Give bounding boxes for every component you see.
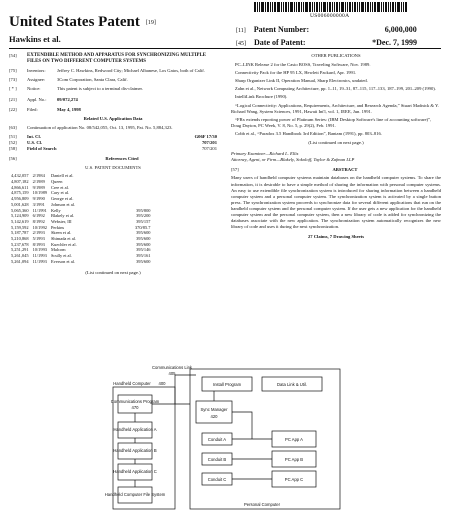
ref-number: 4,866,611	[11, 184, 29, 190]
ref-name: Cree et al.	[50, 184, 69, 190]
pc-app-c-label: PC App C	[284, 477, 304, 482]
barcode-bar	[323, 2, 326, 12]
ref-name: George et al.	[50, 196, 74, 202]
publications-list	[231, 62, 441, 137]
barcode-bar	[395, 2, 396, 12]
ref-class: 395/600	[136, 230, 151, 236]
barcode-bar	[267, 2, 269, 12]
ref-number: 4,956,809	[11, 196, 29, 202]
patent-number-line	[236, 25, 417, 34]
field: 707/201	[201, 146, 217, 152]
ref-class: 395/157	[136, 218, 151, 224]
uscl: 707/201	[201, 139, 217, 145]
barcode-bar	[319, 2, 320, 12]
patent-number-label: Patent Number:	[253, 25, 310, 34]
ref-class: 395/146	[136, 247, 151, 253]
pc-app-b-label: PC App B	[284, 457, 304, 462]
ref-date: 5/1993	[32, 236, 45, 242]
refs-field	[9, 156, 217, 162]
reference-row	[9, 259, 152, 265]
ref-number: 4,875,159	[11, 190, 29, 196]
patent-number-small: US006000000A	[310, 13, 350, 19]
comm-link-label: Communications Link	[151, 365, 193, 370]
intcl-label: Int. Cl.	[27, 133, 41, 139]
ref-date: 10/1989	[32, 190, 47, 196]
continuation: Continuation of application No. 08/542,055, Oct. 13, 1995, Pat. No. 5,884,323.	[27, 124, 173, 130]
ref-name: Skeen et al.	[50, 230, 72, 236]
attorney: Attorney, Agent, or Firm—Blakely, Sokoloff, Taylor & Zafman LLP	[231, 157, 355, 163]
abstract-heading: ABSTRACT	[332, 167, 358, 173]
uscl-label: U.S. Cl.	[27, 139, 43, 145]
filed-date: May 4, 1998	[57, 106, 81, 112]
barcode-bar	[374, 2, 376, 12]
barcode-bar	[272, 2, 273, 12]
intcl-tag: [51]	[9, 133, 17, 139]
barcode-bar	[359, 2, 360, 12]
filed-tag: [22]	[9, 106, 17, 112]
title-tag: [54]	[9, 53, 17, 58]
publication: Cobb et al., “Paradox 3.5 Handbook 3rd Edition”, Bantam (1991), pp. 803–816.	[235, 130, 382, 136]
barcode-bar	[283, 2, 284, 12]
sync-manager-label: Sync Manager	[200, 407, 228, 412]
ref-class: 370/85.7	[134, 224, 151, 230]
intcl: G06F 17/30	[194, 133, 217, 139]
list-continued: (List continued on next page.)	[85, 269, 141, 275]
ref-date: 10/1992	[32, 224, 47, 230]
barcode-bar	[405, 2, 407, 12]
inventor-line: Hawkins et al.	[9, 34, 61, 44]
barcode-bar	[390, 2, 391, 12]
publication: Sharp Organizer Link II, Operation Manual, Sharp Electronics, undated.	[235, 78, 368, 84]
barcode-bar	[288, 2, 289, 12]
ref-date: 9/1990	[32, 196, 45, 202]
ref-class: 395/200	[136, 213, 151, 219]
system-diagram	[104, 365, 342, 515]
sync-manager-num: 420	[210, 414, 218, 419]
ref-date: 11/1993	[32, 253, 47, 259]
barcode-bar	[367, 2, 369, 12]
title-field	[9, 53, 217, 65]
barcode-bar	[397, 2, 400, 12]
barcode-bar	[309, 2, 311, 12]
left-column	[9, 53, 217, 276]
barcode-bar	[305, 2, 308, 12]
abstract-heading-row	[231, 167, 441, 173]
references-table	[9, 173, 152, 264]
barcode-bar	[392, 2, 394, 12]
ref-name: Daniell et al.	[50, 173, 74, 179]
notice: This patent is subject to a terminal dis-claimer.	[57, 86, 143, 92]
barcode-bar	[403, 2, 404, 12]
assignee-tag: [73]	[9, 77, 17, 83]
ref-name: Blakely et al.	[50, 213, 75, 219]
ref-number: 5,237,678	[11, 241, 29, 247]
ref-date: 3/1991	[32, 201, 45, 207]
appl-label: Appl. No.:	[27, 97, 47, 103]
ref-name: Johnson et al.	[50, 201, 75, 207]
ref-number: 5,065,360	[11, 207, 29, 213]
ref-number: 5,159,592	[11, 224, 29, 230]
ref-name: Scully et al.	[50, 253, 72, 259]
handheld-app-a-label: Handheld Application A	[113, 427, 157, 432]
publication: IntelliLink Brochure (1990).	[235, 94, 288, 100]
comm-program-num: 470	[131, 405, 139, 410]
barcode-bar	[265, 2, 266, 12]
barcode-bar	[370, 2, 371, 12]
barcode-bar	[383, 2, 384, 12]
barcode-bar	[388, 2, 389, 12]
barcode-bar	[261, 2, 264, 12]
conduit-c-label: Conduit C	[207, 477, 227, 482]
ref-name: Perkins	[50, 224, 65, 230]
ref-name: Queen	[50, 179, 63, 185]
barcode-bar	[341, 2, 344, 12]
ref-name: Kelly	[50, 207, 61, 213]
date-line	[236, 38, 417, 47]
assignee: 3Com Corporation, Santa Clara, Calif.	[57, 77, 128, 83]
hh-fs-label: Handheld Computer File System	[104, 492, 166, 497]
ref-name: Cary et al.	[50, 190, 70, 196]
personal-computer-label: Personal Computer	[243, 502, 281, 507]
barcode-bar	[334, 2, 335, 12]
ref-class: 395/600	[136, 241, 151, 247]
barcode-bar	[349, 2, 351, 12]
barcode-bar	[339, 2, 340, 12]
ref-date: 2/1993	[32, 230, 45, 236]
patent-number: 6,000,000	[384, 25, 417, 34]
ref-number: 5,210,868	[11, 236, 29, 242]
publication: Connectivity Pack for the HP 95 LX, Hewlett Packard, Apr. 1991.	[235, 70, 357, 76]
refs-heading: References Cited	[105, 156, 139, 162]
barcode-bar	[301, 2, 302, 12]
notice-tag: [ * ]	[9, 86, 17, 92]
barcode-bar	[329, 2, 331, 12]
ref-name: Everson et al.	[50, 258, 75, 264]
publication: “FRx extends reporting power of Platinum Series: (IBM Desktop Software's line of accounting software)”, Doug Dayton, PC Week, V. 8, No. 5, p. 29(2), Feb. 1991.	[231, 116, 432, 128]
inventors-field	[9, 68, 217, 74]
ref-number: 5,261,045	[11, 253, 29, 259]
barcode-bar	[254, 2, 256, 12]
publication: “Logical Connectivity: Applications, Requirements, Architecture, and Research Agenda,” Stuart Madnick & Y. Richard Wang, System Sciences, 1991, Hawaii Int'l, vol. 1, IEEE, Jun. 1991.	[231, 102, 439, 114]
assignee-label: Assignee:	[27, 77, 46, 83]
examiner: Primary Examiner—Richard L. Ellis	[231, 151, 299, 157]
ref-date: 2/1984	[32, 173, 45, 179]
ref-number: 5,001,628	[11, 201, 29, 207]
inventors-tag: [75]	[9, 68, 17, 74]
ref-number: 5,251,291	[11, 247, 29, 253]
handheld-app-b-label: Handheld Application B	[113, 448, 157, 453]
barcode-bar	[321, 2, 322, 12]
install-label: Install Program	[212, 382, 242, 387]
inventors-label: Inventors:	[27, 68, 46, 74]
field-of-search	[9, 146, 217, 152]
publication: Zahn et al., Network Computing Architecture, pp. 1–11, 19–31, 87–115, 117–133, 187–199, 201–209 (1990).	[235, 86, 436, 92]
header-rule	[9, 48, 441, 49]
assignee-field	[9, 77, 217, 83]
barcode-bar	[361, 2, 364, 12]
barcode-bar	[372, 2, 373, 12]
handheld-app-c-label: Handheld Application C	[113, 469, 157, 474]
conduit-a-label: Conduit A	[207, 437, 227, 442]
barcode-bar	[314, 2, 315, 12]
barcode-bar	[294, 2, 295, 12]
barcode-bar	[290, 2, 293, 12]
notice-label: Notice:	[27, 86, 41, 92]
right-column	[231, 53, 441, 240]
pc-app-a-label: PC App A	[285, 437, 303, 442]
abstract-text: Many users of handheld computer systems maintain databases on the handheld computer systems. To share the information, it is desirable to have a simple method of sharing the information with personal computer systems. An easy to use extendible file synchronization system is introduced for sharing information between a handheld computer system and a personal computer system. The synchronization system is activated by a single button press. The synchronization system proceeds to synchronize data for several different applications that run on the handheld computer system and the personal computer system. If the user gets a new application for the handheld computer system and the personal computer system, then a new library of code is added for synchronizing the databases associate with the new application. The synchronization system automatically recognizes the new library of code and uses it during the next synchronization.	[231, 175, 441, 230]
filed-field	[9, 107, 217, 113]
ref-number: 5,261,094	[11, 258, 29, 264]
ref-date: 8/1992	[32, 218, 45, 224]
barcode-bar	[296, 2, 297, 12]
ref-class: 395/600	[136, 236, 151, 242]
barcode-bar	[352, 2, 353, 12]
field-tag: [58]	[9, 146, 17, 152]
ref-date: 9/1989	[32, 184, 45, 190]
related-heading: Related U.S. Application Data	[83, 115, 143, 121]
other-publications-heading: OTHER PUBLICATIONS	[311, 53, 361, 58]
handheld-computer-label: Handheld Computer	[113, 381, 151, 386]
barcode-bar	[274, 2, 276, 12]
ref-date: 10/1993	[32, 247, 47, 253]
barcode-bar	[345, 2, 346, 12]
barcode-bar	[354, 2, 356, 12]
ref-name: Kuechler et al.	[50, 241, 77, 247]
comm-program-box	[118, 395, 152, 413]
barcode-bar	[285, 2, 287, 12]
barcode-bar	[357, 2, 358, 12]
country-title	[9, 14, 156, 31]
barcode-bar	[327, 2, 328, 12]
date-label: Date of Patent:	[254, 38, 306, 47]
continuation-tag: [63]	[9, 124, 17, 130]
appl-tag: [21]	[9, 97, 17, 103]
barcode-bar	[259, 2, 260, 12]
barcode-bar	[365, 2, 366, 12]
ref-name: Malcom	[50, 247, 66, 253]
ref-number: 5,124,909	[11, 213, 29, 219]
ref-date: 6/1992	[32, 213, 45, 219]
ref-class: 395/161	[136, 253, 151, 259]
ref-number: 5,187,787	[11, 230, 29, 236]
ref-number: 4,432,057	[11, 173, 29, 179]
barcode-bar	[347, 2, 348, 12]
ref-date: 2/1989	[32, 179, 45, 185]
barcode-bar	[298, 2, 300, 12]
refs-tag: [56]	[9, 156, 17, 162]
barcode	[254, 2, 434, 12]
connector-lines	[214, 391, 272, 479]
ref-number: 4,807,182	[11, 179, 29, 185]
conduit-b-label: Conduit B	[207, 457, 227, 462]
barcode-bar	[303, 2, 304, 12]
ref-name: Shimada et al.	[50, 236, 76, 242]
pub-continued: (List continued on next page.)	[308, 140, 364, 146]
ref-class: 395/600	[136, 258, 151, 264]
notice-field	[9, 86, 217, 92]
appl-field	[9, 97, 217, 103]
invention-title: EXTENDIBLE METHOD AND APPARATUS FOR SYNCHRONIZING MULTIPLE FILES ON TWO DIFFERENT COMPUTER SYSTEMS	[27, 53, 206, 65]
country-tag: [19]	[145, 19, 156, 26]
barcode-bar	[381, 2, 382, 12]
barcode-bar	[257, 2, 258, 12]
data-link-label: Data Link & Util.	[276, 382, 308, 387]
barcode-bar	[385, 2, 387, 12]
patent-number-tag: [11]	[236, 28, 246, 34]
barcode-bar	[316, 2, 318, 12]
field-label: Field of Search	[27, 146, 57, 152]
us-docs-heading: U.S. PATENT DOCUMENTS	[85, 165, 141, 171]
comm-program-label: Communications Program	[110, 399, 160, 404]
sync-manager-box	[196, 401, 232, 423]
filed-label: Filed:	[27, 106, 38, 112]
abstract-tag: [57]	[231, 167, 239, 173]
barcode-bar	[277, 2, 280, 12]
ref-date: 8/1993	[32, 241, 45, 247]
barcode-bar	[377, 2, 380, 12]
ref-date: 11/1993	[32, 258, 47, 264]
date-of-patent: *Dec. 7, 1999	[372, 38, 417, 47]
comm-link-num: 405	[168, 371, 176, 376]
ref-number: 5,142,619	[11, 218, 29, 224]
ref-date: 11/1991	[32, 207, 47, 213]
ref-class: 395/800	[136, 207, 151, 213]
barcode-bar	[312, 2, 313, 12]
claims-line: 27 Claims, 7 Drawing Sheets	[307, 234, 365, 240]
date-tag: [45]	[236, 41, 246, 47]
publication: PC–LINK Release 2 for the Casio BOSS, Traveling Software, Nov. 1989.	[235, 62, 371, 68]
barcode-bar	[336, 2, 338, 12]
uscl-tag: [52]	[9, 139, 17, 145]
barcode-bar	[332, 2, 333, 12]
country-title-text: United States Patent	[9, 14, 140, 30]
ref-name: Webster, III	[50, 218, 72, 224]
appl-number: 09/072,274	[57, 97, 78, 103]
inventors: Jeffrey C. Hawkins, Redwood City; Michael Albanese, Los Gatos, both of Calif.	[57, 68, 205, 74]
barcode-bar	[270, 2, 271, 12]
handheld-computer-num: 400	[158, 381, 166, 386]
barcode-bar	[401, 2, 402, 12]
barcode-bar	[281, 2, 282, 12]
continuation-field	[9, 125, 217, 131]
